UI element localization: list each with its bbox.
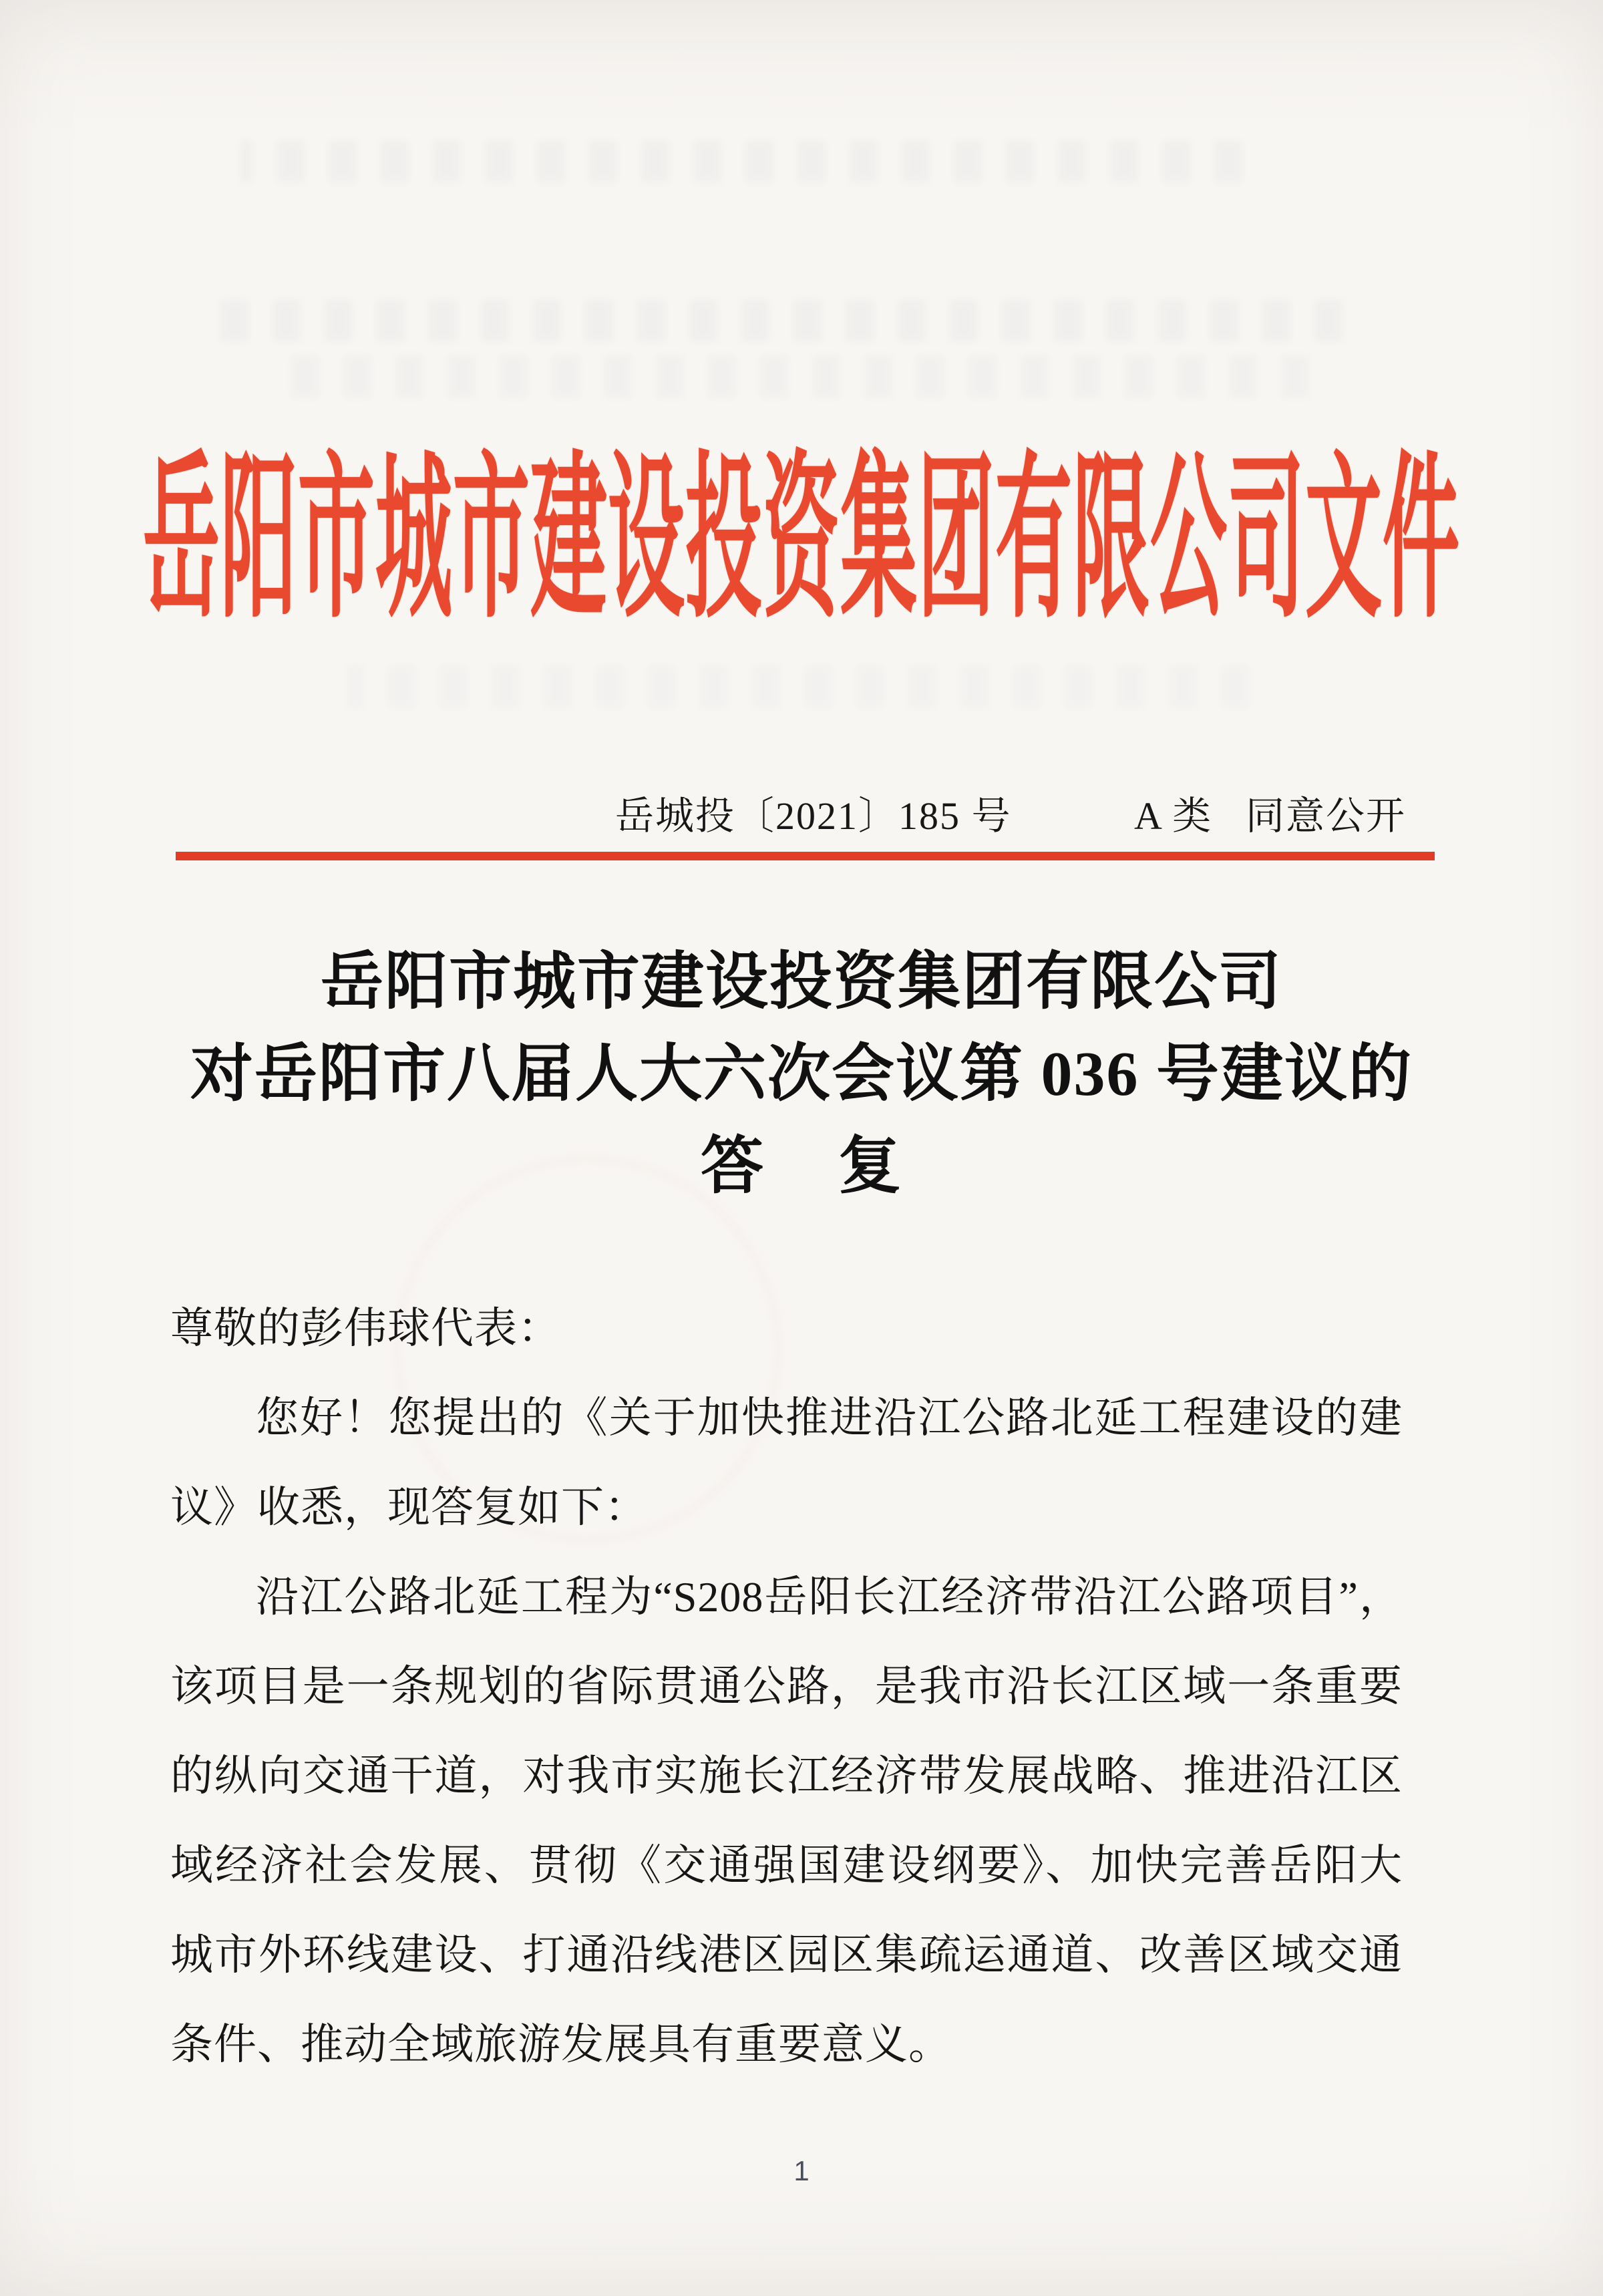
body-line: 的纵向交通干道，对我市实施长江经济带发展战略、推进沿江区: [170, 1752, 1403, 1800]
body-line: 议》收悉，现答复如下：: [170, 1484, 648, 1531]
doc-title-line3: [0, 1120, 1603, 1212]
doc-publicity-label: 同意公开: [1246, 794, 1407, 838]
body-line: 您好！您提出的《关于加快推进沿江公路北延工程建设的建: [256, 1394, 1403, 1442]
body-line: 域经济社会发展、贯彻《交通强国建设纲要》、加快完善岳阳大: [170, 1842, 1403, 1889]
bleed-through-artifact: [267, 355, 1309, 398]
red-divider-rule: [176, 852, 1435, 860]
bleed-through-artifact: [220, 299, 1343, 342]
doc-title-line3-left-char: 答: [700, 1132, 765, 1201]
bleed-through-artifact: [347, 665, 1249, 708]
doc-title-line2: 对岳阳市八届人大六次会议第 036 号建议的: [190, 1039, 1413, 1109]
page-number: 1: [793, 2155, 810, 2186]
red-header: [0, 433, 1603, 639]
body-line: 城市外环线建设、打通沿线港区园区集疏运通道、改善区域交通: [170, 1931, 1403, 1979]
body-text: [170, 1284, 1403, 2090]
doc-meta-row: [0, 792, 1603, 840]
doc-title-line3-right-char: 复: [838, 1132, 903, 1201]
doc-title: [0, 936, 1603, 1212]
body-line: 该项目是一条规划的省际贯通公路，是我市沿长江区域一条重要: [170, 1663, 1403, 1710]
doc-title-line1: 岳阳市城市建设投资集团有限公司: [320, 947, 1282, 1017]
body-line: 沿江公路北延工程为“S208岳阳长江经济带沿江公路项目”，: [256, 1573, 1403, 1621]
doc-number: 岳城投〔2021〕185 号: [615, 794, 1012, 838]
body-line: 条件、推动全域旅游发展具有重要意义。: [170, 2021, 952, 2068]
bleed-through-artifact: [240, 140, 1242, 183]
org-file-title: 岳阳市城市建设投资集团有限公司文件: [142, 442, 1460, 639]
doc-class-label: A 类: [1134, 794, 1213, 838]
body-line: 尊敬的彭伟球代表：: [170, 1305, 561, 1352]
